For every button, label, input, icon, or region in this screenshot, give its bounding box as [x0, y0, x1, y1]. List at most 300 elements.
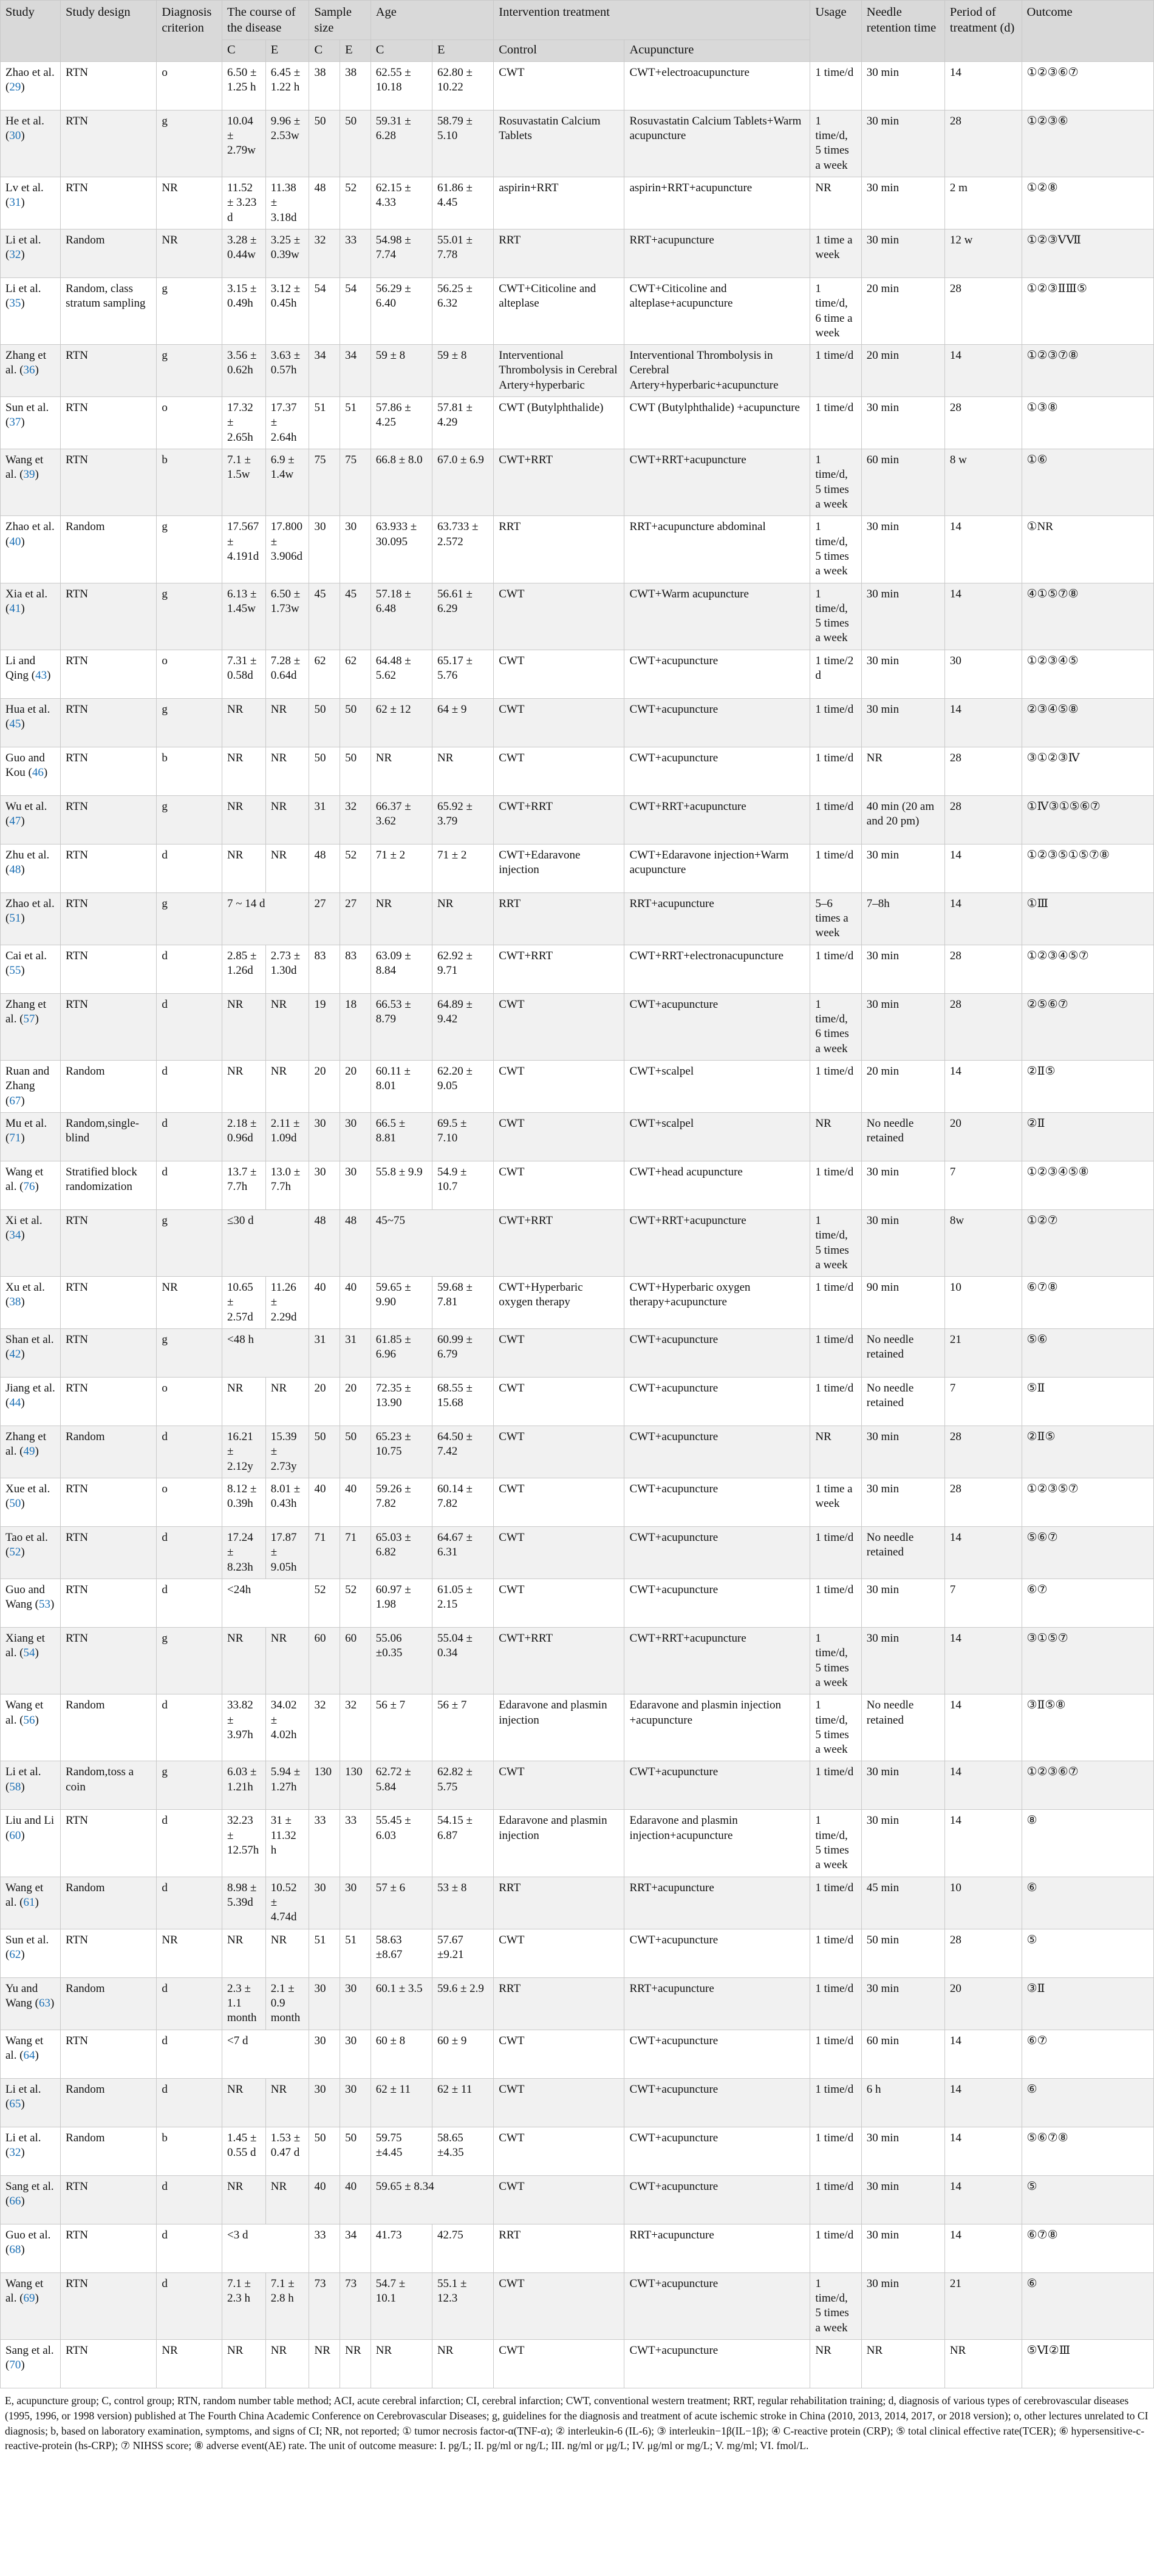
- table-row: [1, 345, 1154, 397]
- cell-outcome: ①Ⅳ③①⑤⑥⑦: [1022, 795, 1153, 844]
- cell-sample-c: 20: [309, 1060, 340, 1112]
- reference-link[interactable]: 38: [9, 1296, 21, 1309]
- cell-course-e: 6.50 ± 1.73w: [265, 583, 309, 650]
- cell-course-e: NR: [265, 698, 309, 747]
- cell-needle-retention: 30 min: [861, 1478, 944, 1527]
- cell-acupuncture: CWT+scalpel: [624, 1112, 810, 1161]
- reference-link[interactable]: 37: [9, 416, 21, 429]
- cell-diagnosis: g: [157, 795, 222, 844]
- cell-age-e: NR: [432, 892, 493, 945]
- cell-study: Guo et al. (68): [1, 2224, 61, 2272]
- cell-sample-e: 40: [340, 1478, 371, 1527]
- cell-study-design: Random,toss a coin: [61, 1761, 157, 1810]
- cell-period: 14: [944, 844, 1022, 892]
- cell-control: CWT: [494, 1527, 624, 1579]
- cell-diagnosis: g: [157, 345, 222, 397]
- cell-diagnosis: o: [157, 1478, 222, 1527]
- cell-acupuncture: Rosuvastatin Calcium Tablets+Warm acupuncture: [624, 110, 810, 177]
- cell-age-c: 71 ± 2: [370, 844, 432, 892]
- cell-study: Wang et al. (76): [1, 1161, 61, 1209]
- cell-outcome: ①②③④⑤⑦: [1022, 945, 1153, 993]
- cell-control: Edaravone and plasmin injection: [494, 1694, 624, 1761]
- cell-control: CWT: [494, 1929, 624, 1977]
- table-row: [1, 892, 1154, 945]
- cell-acupuncture: CWT+electroacupuncture: [624, 61, 810, 110]
- cell-diagnosis: d: [157, 1426, 222, 1478]
- cell-study: Zhang et al. (36): [1, 345, 61, 397]
- cell-outcome: ⑥⑦⑧: [1022, 2224, 1153, 2272]
- cell-control: CWT+Edaravone injection: [494, 844, 624, 892]
- cell-diagnosis: g: [157, 277, 222, 344]
- reference-link[interactable]: 52: [9, 1546, 21, 1559]
- cell-period: 28: [944, 397, 1022, 449]
- study-name: Cai et al.: [5, 949, 47, 962]
- reference-link[interactable]: 44: [9, 1396, 21, 1410]
- header-outcome: Outcome: [1022, 1, 1153, 62]
- study-name: He et al.: [5, 114, 44, 127]
- cell-course-c: 13.7 ± 7.7h: [222, 1161, 265, 1209]
- cell-diagnosis: g: [157, 110, 222, 177]
- cell-course-e: NR: [265, 747, 309, 795]
- cell-study-design: Random, class stratum sampling: [61, 277, 157, 344]
- cell-study-design: RTN: [61, 2175, 157, 2224]
- study-name: Mu et al.: [5, 1116, 47, 1130]
- cell-course-c: 33.82 ± 3.97h: [222, 1694, 265, 1761]
- cell-study-design: RTN: [61, 795, 157, 844]
- cell-age-e: 68.55 ± 15.68: [432, 1378, 493, 1426]
- cell-course-c: NR: [222, 993, 265, 1060]
- cell-usage: 1 time/d: [810, 2175, 861, 2224]
- cell-course: ≤30 d: [222, 1209, 309, 1276]
- study-name: Xu et al.: [5, 1281, 45, 1294]
- reference-link[interactable]: 61: [23, 1896, 35, 1909]
- cell-control: CWT: [494, 2175, 624, 2224]
- cell-course-c: 7.31 ± 0.58d: [222, 650, 265, 698]
- cell-diagnosis: d: [157, 1877, 222, 1929]
- cell-usage: NR: [810, 1426, 861, 1478]
- cell-usage: 1 time/d, 5 times a week: [810, 2272, 861, 2339]
- cell-study: Wang et al. (69): [1, 2272, 61, 2339]
- cell-diagnosis: b: [157, 2127, 222, 2175]
- cell-sample-c: 30: [309, 2030, 340, 2078]
- cell-period: 10: [944, 1277, 1022, 1329]
- cell-course-c: 2.18 ± 0.96d: [222, 1112, 265, 1161]
- reference-link[interactable]: 45: [9, 718, 21, 731]
- table-row: [1, 2175, 1154, 2224]
- cell-outcome: ③①②③Ⅳ: [1022, 747, 1153, 795]
- cell-outcome: ⑥: [1022, 2272, 1153, 2339]
- cell-study-design: Random: [61, 1694, 157, 1761]
- cell-age-e: 62.92 ± 9.71: [432, 945, 493, 993]
- cell-acupuncture: CWT+Hyperbaric oxygen therapy+acupuncture: [624, 1277, 810, 1329]
- cell-period: 14: [944, 2030, 1022, 2078]
- table-row: [1, 1478, 1154, 1527]
- cell-period: 14: [944, 1060, 1022, 1112]
- cell-course-e: 17.800 ± 3.906d: [265, 516, 309, 583]
- study-name: Sun et al.: [5, 1933, 49, 1946]
- cell-diagnosis: d: [157, 1977, 222, 2030]
- reference-link[interactable]: 32: [9, 248, 21, 262]
- cell-control: CWT: [494, 1378, 624, 1426]
- cell-period: 12 w: [944, 229, 1022, 277]
- reference-link[interactable]: 60: [9, 1829, 21, 1842]
- table-footnote: E, acupuncture group; C, control group; RTN, random number table method; ACI, acute cerebral infarction; CI, cerebral infarction; CWT, conventional western treatment; RRT, regular rehabilitation training; d, diagnosis of various types of cerebrovascular diseases (1995, 1996, or 1998 version) published at The Fourth China Academic Conference on Cerebrovascular Diseases; g, guidelines for the diagnosis and treatment of acute ischemic stroke in China (2010, 2013, 2014, 2017, or 2018 version); o, other lectures unrelated to CI diagnosis; b, based on laboratory examination, symptoms, and signs of CI; NR, not reported; ① tumor necrosis factor-α(TNF-α); ② interleukin-6 (IL-6); ③ interleukin−1β(IL−1β); ④ C-reactive protein (CRP); ⑤ total clinical effective rate(TCER); ⑥ hypersensitive-c-reactive-protein (hs-CRP); ⑦ NIHSS score; ⑧ adverse event(AE) rate. The unit of outcome measure: I. pg/L; II. pg/ml or ng/L; III. ng/ml or μg/L; IV. μg/ml or mg/L; V. mg/ml; VI. fmol/L.: [5, 2394, 1149, 2452]
- cell-outcome: ①②③⑥⑦: [1022, 1761, 1153, 1810]
- cell-sample-c: 45: [309, 583, 340, 650]
- header-acupuncture: Acupuncture: [624, 40, 810, 61]
- study-name: Hua et al.: [5, 702, 50, 716]
- cell-course-c: 16.21 ± 2.12y: [222, 1426, 265, 1478]
- cell-age-c: 65.23 ± 10.75: [370, 1426, 432, 1478]
- cell-age-e: 61.05 ± 2.15: [432, 1579, 493, 1627]
- cell-study-design: RTN: [61, 1329, 157, 1378]
- study-name: Wang et al.: [5, 454, 44, 481]
- cell-diagnosis: b: [157, 747, 222, 795]
- study-name: Wu et al.: [5, 800, 47, 813]
- cell-study-design: RTN: [61, 892, 157, 945]
- reference-link[interactable]: 55: [9, 964, 21, 977]
- cell-sample-e: 62: [340, 650, 371, 698]
- cell-study: Li et al. (65): [1, 2078, 61, 2127]
- cell-diagnosis: o: [157, 397, 222, 449]
- cell-course-c: 3.28 ± 0.44w: [222, 229, 265, 277]
- cell-sample-c: 50: [309, 747, 340, 795]
- cell-course-c: 6.50 ± 1.25 h: [222, 61, 265, 110]
- cell-usage: 1 time/d: [810, 698, 861, 747]
- cell-usage: 1 time/d: [810, 747, 861, 795]
- cell-sample-e: 40: [340, 2175, 371, 2224]
- cell-course-c: NR: [222, 2339, 265, 2388]
- table-row: [1, 449, 1154, 516]
- cell-usage: 1 time/d: [810, 1761, 861, 1810]
- cell-needle-retention: No needle retained: [861, 1378, 944, 1426]
- cell-diagnosis: d: [157, 1810, 222, 1877]
- cell-usage: 1 time/d: [810, 2127, 861, 2175]
- study-name: Li et al.: [5, 2082, 41, 2096]
- cell-age-c: 62.72 ± 5.84: [370, 1761, 432, 1810]
- cell-study: Zhang et al. (49): [1, 1426, 61, 1478]
- cell-sample-c: 130: [309, 1761, 340, 1810]
- study-name: Shan et al.: [5, 1333, 54, 1347]
- cell-study: Xu et al. (38): [1, 1277, 61, 1329]
- cell-age-e: 57.81 ± 4.29: [432, 397, 493, 449]
- cell-usage: 1 time/d: [810, 1378, 861, 1426]
- cell-outcome: ②Ⅱ⑤: [1022, 1060, 1153, 1112]
- cell-course-c: NR: [222, 1929, 265, 1977]
- cell-period: 2 m: [944, 177, 1022, 229]
- cell-needle-retention: NR: [861, 2339, 944, 2388]
- cell-sample-c: 27: [309, 892, 340, 945]
- reference-link[interactable]: 40: [9, 535, 21, 548]
- cell-acupuncture: aspirin+RRT+acupuncture: [624, 177, 810, 229]
- reference-link[interactable]: 49: [23, 1445, 35, 1458]
- cell-sample-c: 50: [309, 2127, 340, 2175]
- cell-sample-c: 71: [309, 1527, 340, 1579]
- reference-link[interactable]: 64: [23, 2048, 35, 2062]
- reference-link[interactable]: 68: [9, 2243, 21, 2256]
- cell-diagnosis: o: [157, 61, 222, 110]
- cell-sample-e: 34: [340, 345, 371, 397]
- cell-study-design: RTN: [61, 698, 157, 747]
- cell-usage: 1 time/d, 5 times a week: [810, 449, 861, 516]
- reference-link[interactable]: 36: [23, 364, 35, 377]
- study-name: Li and Qing: [5, 654, 36, 682]
- cell-acupuncture: CWT+acupuncture: [624, 698, 810, 747]
- reference-link[interactable]: 53: [38, 1598, 50, 1611]
- cell-age-e: 42.75: [432, 2224, 493, 2272]
- cell-period: 14: [944, 583, 1022, 650]
- cell-outcome: ①②③ⅤⅦ: [1022, 229, 1153, 277]
- reference-link[interactable]: 30: [9, 129, 21, 143]
- cell-age-e: 64.89 ± 9.42: [432, 993, 493, 1060]
- cell-acupuncture: CWT+acupuncture: [624, 1579, 810, 1627]
- cell-course-c: 7.1 ± 2.3 h: [222, 2272, 265, 2339]
- reference-link[interactable]: 43: [35, 669, 47, 682]
- study-name: Xiang et al.: [5, 1631, 45, 1660]
- reference-link[interactable]: 48: [9, 863, 21, 877]
- cell-course-e: 3.63 ± 0.57h: [265, 345, 309, 397]
- cell-study: Mu et al. (71): [1, 1112, 61, 1161]
- cell-control: CWT+RRT: [494, 795, 624, 844]
- cell-control: CWT: [494, 1579, 624, 1627]
- cell-period: 14: [944, 1527, 1022, 1579]
- cell-course-c: 17.567 ± 4.191d: [222, 516, 265, 583]
- reference-link[interactable]: 35: [9, 297, 21, 310]
- cell-usage: 1 time/d: [810, 1877, 861, 1929]
- cell-study-design: RTN: [61, 1277, 157, 1329]
- cell-sample-e: 34: [340, 2224, 371, 2272]
- cell-course-e: NR: [265, 1060, 309, 1112]
- cell-period: 28: [944, 277, 1022, 344]
- study-name: Zhang et al.: [5, 997, 47, 1026]
- cell-usage: 1 time/d: [810, 2078, 861, 2127]
- reference-link[interactable]: 32: [9, 2146, 21, 2159]
- reference-link[interactable]: 50: [9, 1497, 21, 1511]
- cell-course-c: 1.45 ± 0.55 d: [222, 2127, 265, 2175]
- cell-needle-retention: 30 min: [861, 945, 944, 993]
- cell-outcome: ⑤⑥⑦⑧: [1022, 2127, 1153, 2175]
- cell-needle-retention: 30 min: [861, 61, 944, 110]
- header-intervention: Intervention treatment: [494, 1, 810, 40]
- cell-sample-c: 32: [309, 229, 340, 277]
- cell-acupuncture: CWT+RRT+acupuncture: [624, 1627, 810, 1694]
- cell-outcome: ④①⑤⑦⑧: [1022, 583, 1153, 650]
- cell-control: RRT: [494, 1877, 624, 1929]
- cell-usage: 1 time/d, 6 time a week: [810, 277, 861, 344]
- cell-study: Jiang et al. (44): [1, 1378, 61, 1426]
- cell-study: Xiang et al. (54): [1, 1627, 61, 1694]
- cell-sample-e: 27: [340, 892, 371, 945]
- cell-diagnosis: g: [157, 892, 222, 945]
- cell-age-c: 59.31 ± 6.28: [370, 110, 432, 177]
- cell-sample-c: 30: [309, 2078, 340, 2127]
- cell-course-c: 6.13 ± 1.45w: [222, 583, 265, 650]
- reference-link[interactable]: 76: [23, 1180, 35, 1194]
- cell-needle-retention: No needle retained: [861, 1329, 944, 1378]
- reference-link[interactable]: 58: [9, 1780, 21, 1793]
- cell-course-e: NR: [265, 2078, 309, 2127]
- cell-sample-c: 33: [309, 1810, 340, 1877]
- reference-link[interactable]: 57: [23, 1013, 35, 1026]
- cell-age-c: 60.11 ± 8.01: [370, 1060, 432, 1112]
- cell-course-e: 7.1 ± 2.8 h: [265, 2272, 309, 2339]
- reference-link[interactable]: 31: [9, 196, 21, 209]
- reference-link[interactable]: 39: [23, 468, 35, 481]
- cell-study: Xue et al. (50): [1, 1478, 61, 1527]
- cell-needle-retention: 20 min: [861, 1060, 944, 1112]
- cell-acupuncture: CWT+acupuncture: [624, 747, 810, 795]
- study-name: Wang et al.: [5, 1881, 44, 1909]
- cell-outcome: ①②③⑤①⑤⑦⑧: [1022, 844, 1153, 892]
- cell-period: 14: [944, 1761, 1022, 1810]
- cell-age-c: 59.75 ±4.45: [370, 2127, 432, 2175]
- reference-link[interactable]: 47: [9, 815, 21, 828]
- cell-needle-retention: 20 min: [861, 277, 944, 344]
- cell-control: CWT: [494, 993, 624, 1060]
- cell-study: Li et al. (32): [1, 229, 61, 277]
- cell-sample-e: 83: [340, 945, 371, 993]
- cell-period: 10: [944, 1877, 1022, 1929]
- cell-needle-retention: 30 min: [861, 2224, 944, 2272]
- study-name: Sun et al.: [5, 401, 49, 415]
- cell-course: <48 h: [222, 1329, 309, 1378]
- cell-age-c: 66.5 ± 8.81: [370, 1112, 432, 1161]
- cell-sample-e: 60: [340, 1627, 371, 1694]
- cell-needle-retention: 7–8h: [861, 892, 944, 945]
- cell-age-c: 63.933 ± 30.095: [370, 516, 432, 583]
- table-row: [1, 397, 1154, 449]
- study-name: Zhao et al.: [5, 897, 55, 910]
- cell-study-design: RTN: [61, 945, 157, 993]
- cell-sample-e: 20: [340, 1060, 371, 1112]
- cell-control: CWT: [494, 1112, 624, 1161]
- table-row: [1, 2030, 1154, 2078]
- cell-age-e: 71 ± 2: [432, 844, 493, 892]
- header-age-e: E: [432, 40, 493, 61]
- reference-link[interactable]: 56: [23, 1713, 35, 1727]
- cell-course-c: 3.56 ± 0.62h: [222, 345, 265, 397]
- cell-outcome: ①②⑧: [1022, 177, 1153, 229]
- cell-course-c: NR: [222, 795, 265, 844]
- cell-study: Li et al. (58): [1, 1761, 61, 1810]
- reference-link[interactable]: 71: [9, 1132, 21, 1145]
- cell-needle-retention: No needle retained: [861, 1527, 944, 1579]
- reference-link[interactable]: 69: [23, 2291, 35, 2305]
- cell-usage: 1 time/d, 5 times a week: [810, 110, 861, 177]
- cell-age-c: 62 ± 11: [370, 2078, 432, 2127]
- cell-usage: 1 time/d: [810, 397, 861, 449]
- cell-course-c: NR: [222, 1627, 265, 1694]
- cell-control: CWT+Citicoline and alteplase: [494, 277, 624, 344]
- cell-period: 14: [944, 698, 1022, 747]
- cell-acupuncture: CWT+acupuncture: [624, 1329, 810, 1378]
- cell-control: RRT: [494, 229, 624, 277]
- reference-link[interactable]: 42: [9, 1348, 21, 1361]
- reference-link[interactable]: 54: [23, 1647, 35, 1660]
- reference-link[interactable]: 66: [9, 2194, 21, 2207]
- cell-course-e: 6.45 ± 1.22 h: [265, 61, 309, 110]
- cell-usage: 5–6 times a week: [810, 892, 861, 945]
- cell-needle-retention: 30 min: [861, 650, 944, 698]
- cell-needle-retention: 30 min: [861, 2127, 944, 2175]
- cell-control: RRT: [494, 1977, 624, 2030]
- cell-usage: 1 time a week: [810, 1478, 861, 1527]
- cell-age-c: 56 ± 7: [370, 1694, 432, 1761]
- cell-sample-e: 30: [340, 1112, 371, 1161]
- reference-link[interactable]: 65: [9, 2097, 21, 2110]
- cell-age-e: 56.25 ± 6.32: [432, 277, 493, 344]
- reference-link[interactable]: 67: [9, 1094, 21, 1107]
- reference-link[interactable]: 70: [9, 2359, 21, 2372]
- study-name: Wang et al.: [5, 1165, 44, 1194]
- reference-link[interactable]: 62: [9, 1948, 21, 1961]
- header-study-design: Study design: [61, 1, 157, 62]
- cell-acupuncture: CWT+Citicoline and alteplase+acupuncture: [624, 277, 810, 344]
- reference-link[interactable]: 34: [9, 1229, 21, 1242]
- cell-period: 8w: [944, 1209, 1022, 1276]
- cell-acupuncture: CWT+RRT+acupuncture: [624, 795, 810, 844]
- cell-acupuncture: RRT+acupuncture: [624, 229, 810, 277]
- cell-age-c: 55.06 ±0.35: [370, 1627, 432, 1694]
- cell-age-c: 57 ± 6: [370, 1877, 432, 1929]
- cell-course-e: 10.52 ± 4.74d: [265, 1877, 309, 1929]
- cell-usage: 1 time a week: [810, 229, 861, 277]
- cell-needle-retention: 50 min: [861, 1929, 944, 1977]
- cell-course-e: 5.94 ± 1.27h: [265, 1761, 309, 1810]
- cell-usage: 1 time/d: [810, 795, 861, 844]
- reference-link[interactable]: 41: [9, 602, 21, 615]
- cell-diagnosis: g: [157, 583, 222, 650]
- header-course: The course of the disease: [222, 1, 309, 40]
- cell-sample-e: 75: [340, 449, 371, 516]
- cell-age-e: 62 ± 11: [432, 2078, 493, 2127]
- table-row: [1, 1761, 1154, 1810]
- cell-age-e: 59 ± 8: [432, 345, 493, 397]
- cell-needle-retention: 30 min: [861, 698, 944, 747]
- cell-diagnosis: d: [157, 1060, 222, 1112]
- cell-study: Ruan and Zhang (67): [1, 1060, 61, 1112]
- table-row: [1, 1277, 1154, 1329]
- cell-study-design: Random: [61, 516, 157, 583]
- cell-age-c: 59.26 ± 7.82: [370, 1478, 432, 1527]
- cell-sample-c: 20: [309, 1378, 340, 1426]
- cell-sample-c: 52: [309, 1579, 340, 1627]
- cell-study: Lv et al. (31): [1, 177, 61, 229]
- table-row: [1, 1060, 1154, 1112]
- cell-age-c: 62.55 ± 10.18: [370, 61, 432, 110]
- cell-sample-c: 30: [309, 1161, 340, 1209]
- cell-sample-c: 51: [309, 1929, 340, 1977]
- reference-link[interactable]: 51: [9, 912, 21, 925]
- reference-link[interactable]: 29: [9, 81, 21, 94]
- cell-acupuncture: CWT+acupuncture: [624, 1426, 810, 1478]
- cell-outcome: ①②③④⑤: [1022, 650, 1153, 698]
- cell-needle-retention: 30 min: [861, 1627, 944, 1694]
- cell-course-e: 15.39 ± 2.73y: [265, 1426, 309, 1478]
- cell-study: Zhao et al. (29): [1, 61, 61, 110]
- cell-course-e: 2.73 ± 1.30d: [265, 945, 309, 993]
- reference-link[interactable]: 63: [38, 1996, 50, 2010]
- cell-period: 20: [944, 1977, 1022, 2030]
- cell-course-c: 7.1 ± 1.5w: [222, 449, 265, 516]
- header-usage: Usage: [810, 1, 861, 62]
- cell-outcome: ③①⑤⑦: [1022, 1627, 1153, 1694]
- reference-link[interactable]: 46: [32, 766, 44, 780]
- cell-age-e: 60.99 ± 6.79: [432, 1329, 493, 1378]
- cell-usage: 1 time/d, 5 times a week: [810, 1627, 861, 1694]
- cell-usage: 1 time/d, 5 times a week: [810, 516, 861, 583]
- cell-course-c: 10.04 ± 2.79w: [222, 110, 265, 177]
